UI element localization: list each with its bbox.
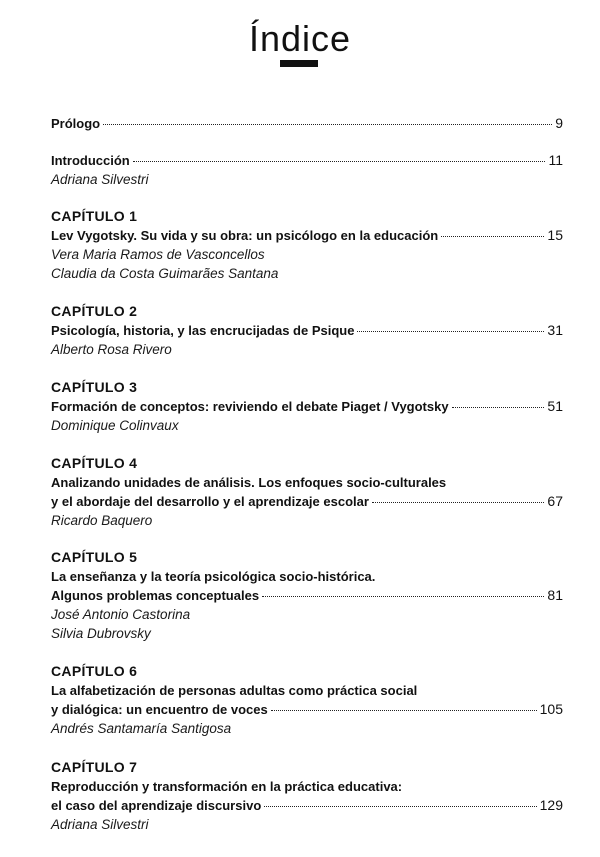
chapter-label: CAPÍTULO 3 [51, 379, 138, 395]
toc-entry-chapter-5[interactable] [51, 548, 563, 643]
toc-line [51, 151, 563, 170]
dot-leader [441, 236, 544, 237]
entry-author: Silvia Dubrovsky [51, 626, 151, 641]
toc-entry-chapter-3[interactable] [51, 378, 563, 435]
entry-author: Ricardo Baquero [51, 513, 153, 528]
entry-author: Alberto Rosa Rivero [51, 342, 172, 357]
dot-leader [452, 407, 545, 408]
toc-entry-chapter-7[interactable] [51, 758, 563, 834]
entry-title: Psicología, historia, y las encrucijadas de Psique [51, 323, 355, 338]
dot-leader [372, 502, 545, 503]
entry-author: Andrés Santamaría Santigosa [51, 721, 232, 736]
chapter-label: CAPÍTULO 6 [51, 663, 138, 679]
entry-author: Claudia da Costa Guimarães Santana [51, 266, 279, 281]
toc-line [51, 114, 563, 133]
page-number: 67 [547, 493, 563, 509]
toc-entry-chapter-6[interactable] [51, 662, 563, 738]
chapter-label: CAPÍTULO 2 [51, 303, 138, 319]
entry-title-continued: y el abordaje del desarrollo y el aprendizaje escolar [51, 494, 369, 509]
toc-entry-chapter-4[interactable] [51, 454, 563, 530]
page-number: 129 [539, 797, 563, 813]
toc-line [51, 796, 563, 815]
toc-line [51, 321, 563, 340]
entry-author: Vera Maria Ramos de Vasconcellos [51, 247, 265, 262]
page-number: 51 [547, 398, 563, 414]
entry-title: Introducción [51, 153, 130, 168]
entry-author: Adriana Silvestri [51, 172, 149, 187]
page-title: Índice [248, 18, 352, 59]
chapter-label: CAPÍTULO 1 [51, 208, 138, 224]
entry-title-continued: y dialógica: un encuentro de voces [51, 702, 268, 717]
page-number: 81 [547, 587, 563, 603]
chapter-label: CAPÍTULO 7 [51, 759, 138, 775]
dot-leader [262, 596, 544, 597]
chapter-label: CAPÍTULO 5 [51, 549, 138, 565]
toc-line [51, 586, 563, 605]
entry-author: José Antonio Castorina [51, 607, 191, 622]
toc-line [51, 492, 563, 511]
toc-entry-chapter-1[interactable] [51, 207, 563, 283]
toc-entry-chapter-2[interactable] [51, 302, 563, 359]
title-underline-bar [280, 60, 318, 67]
entry-title: La alfabetización de personas adultas como práctica social [51, 683, 418, 698]
entry-title-continued: el caso del aprendizaje discursivo [51, 798, 262, 813]
entry-title: Reproducción y transformación en la práctica educativa: [51, 779, 403, 794]
entry-author: Adriana Silvestri [51, 817, 149, 832]
entry-author: Dominique Colinvaux [51, 418, 179, 433]
entry-title: La enseñanza y la teoría psicológica socio-histórica. [51, 569, 376, 584]
dot-leader [264, 806, 536, 807]
toc-line [51, 700, 563, 719]
entry-title: Analizando unidades de análisis. Los enfoques socio-culturales [51, 475, 447, 490]
entry-title: Formación de conceptos: reviviendo el debate Piaget / Vygotsky [51, 399, 449, 414]
toc-line [51, 226, 563, 245]
toc-line [51, 397, 563, 416]
entry-title: Lev Vygotsky. Su vida y su obra: un psicólogo en la educación [51, 228, 439, 243]
chapter-label: CAPÍTULO 4 [51, 455, 138, 471]
page-number: 9 [555, 115, 563, 131]
dot-leader [357, 331, 544, 332]
page-number: 31 [547, 322, 563, 338]
page-number: 105 [539, 701, 563, 717]
dot-leader [103, 124, 552, 125]
page-number: 11 [548, 152, 563, 168]
dot-leader [133, 161, 546, 162]
toc-entry-prologue[interactable] [51, 114, 563, 133]
toc-entry-introduction[interactable] [51, 151, 563, 189]
dot-leader [271, 710, 537, 711]
entry-title-continued: Algunos problemas conceptuales [51, 588, 260, 603]
entry-title: Prólogo [51, 116, 101, 131]
page-number: 15 [547, 227, 563, 243]
